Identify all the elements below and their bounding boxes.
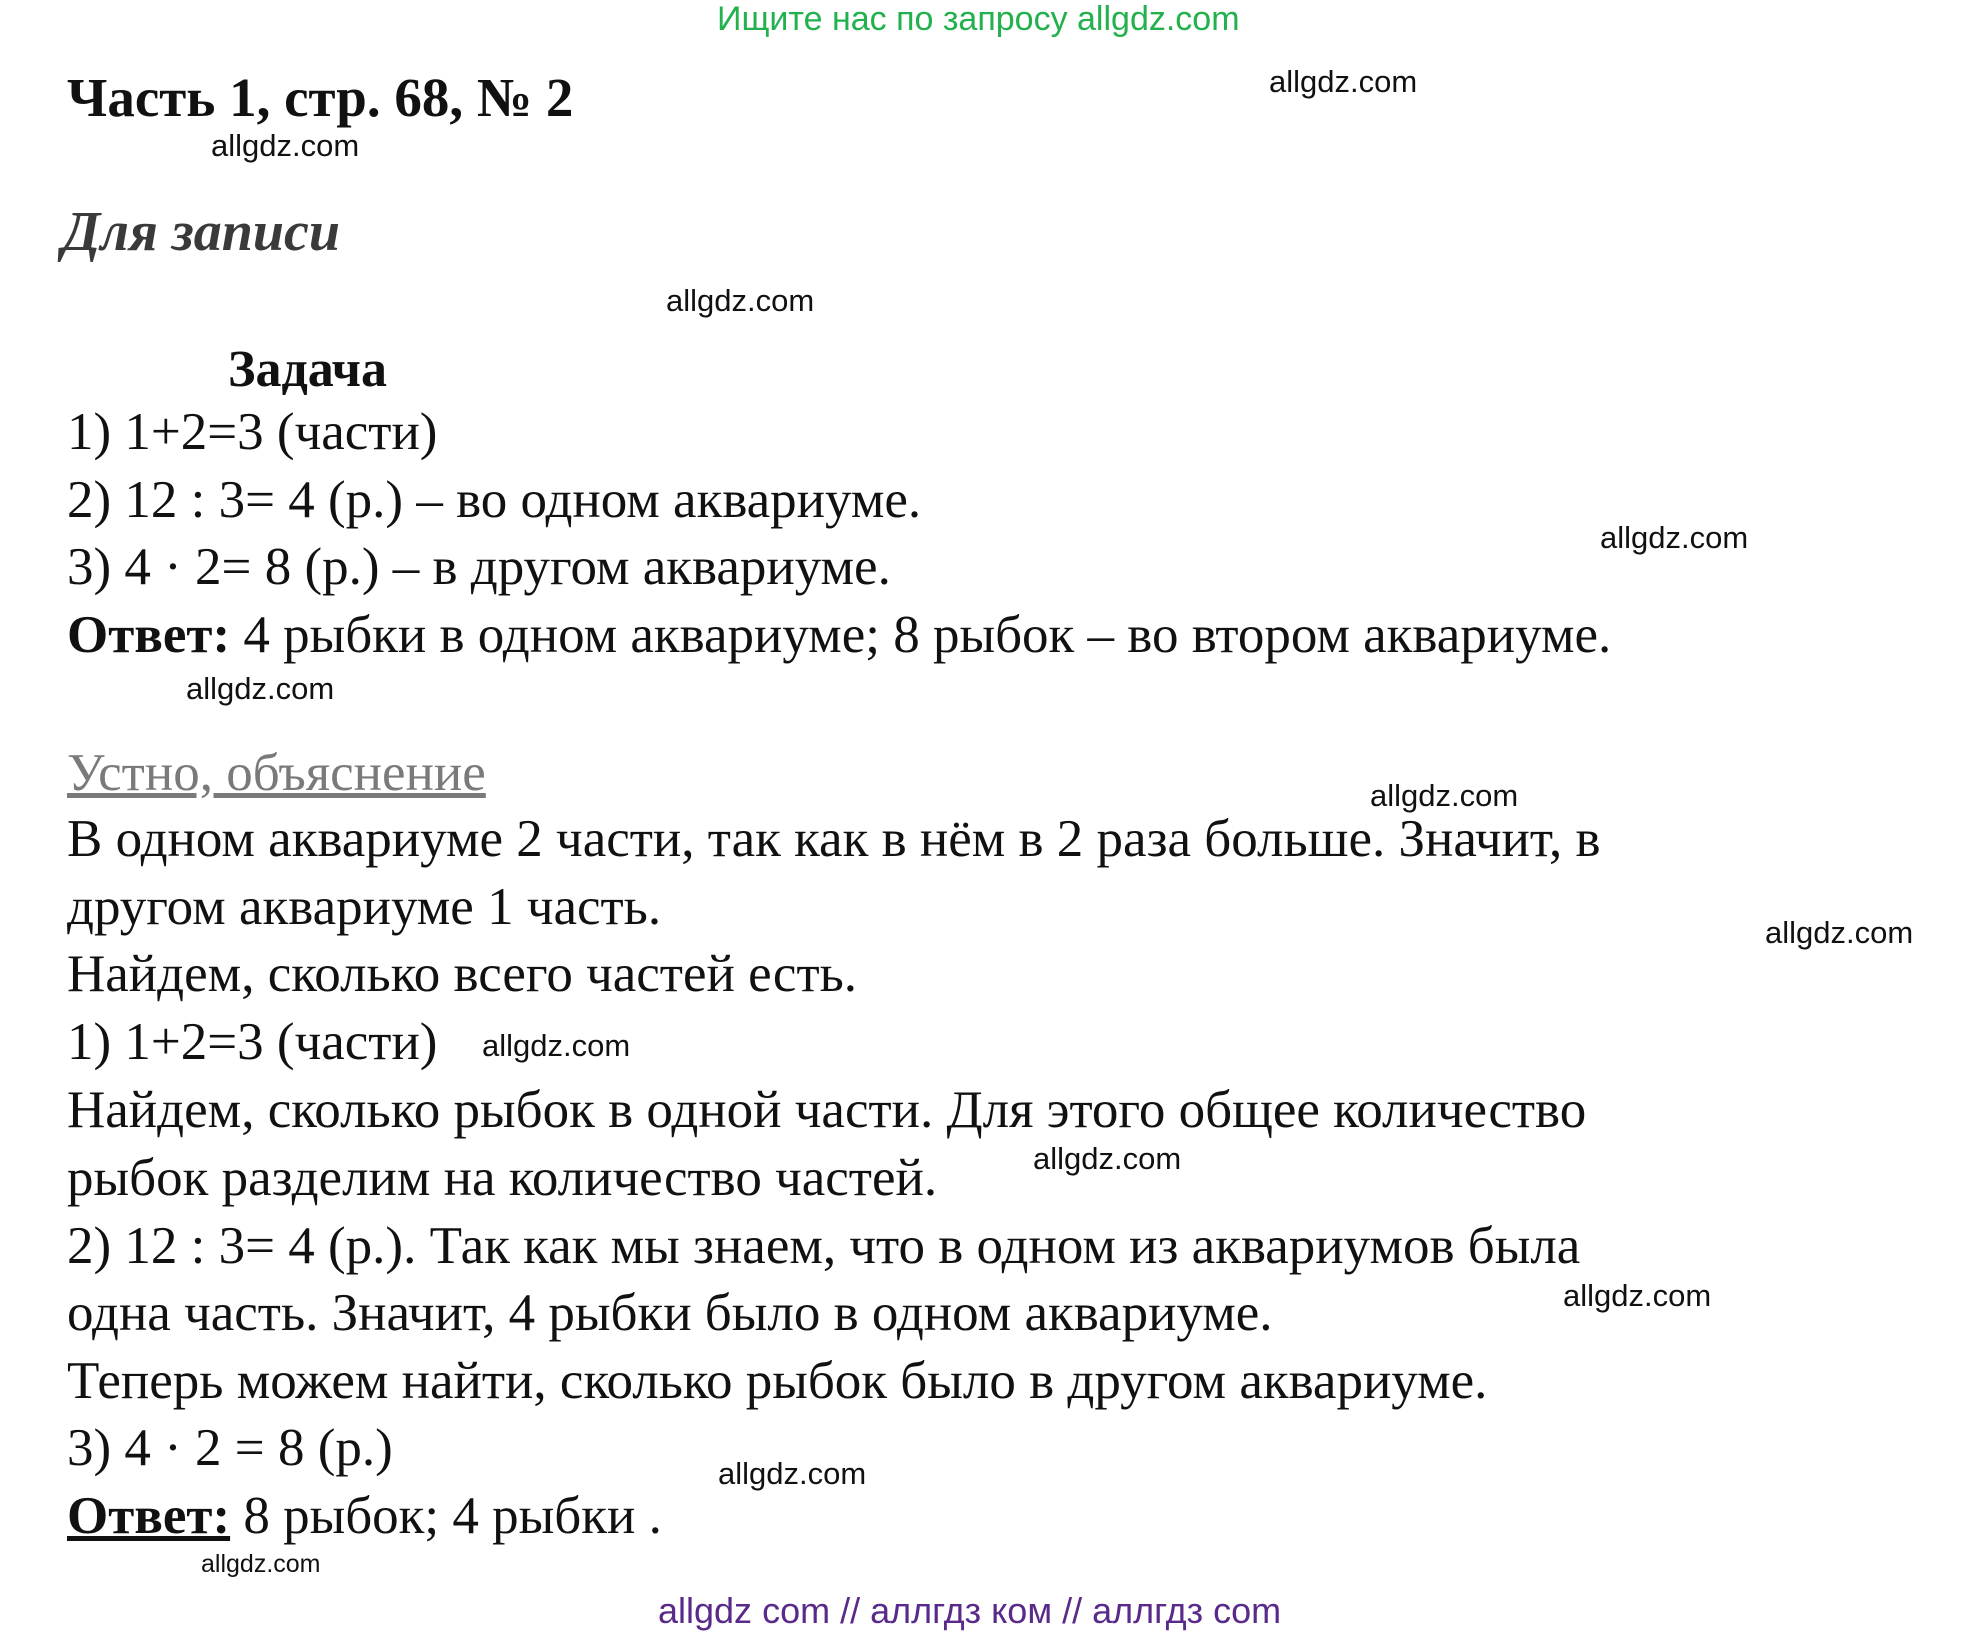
record-line-3: 3) 4 · 2= 8 (р.) – в другом аквариуме.: [67, 538, 891, 596]
watermark: allgdz.com: [1033, 1141, 1182, 1176]
oral-line-3: Найдем, сколько всего частей есть.: [67, 945, 858, 1003]
top-banner: Ищите нас по запросу allgdz.com: [717, 0, 1240, 38]
answer-1-text: 4 рыбки в одном аквариуме; 8 рыбок – во втором аквариуме.: [230, 606, 1612, 664]
watermark: allgdz.com: [1563, 1278, 1712, 1313]
section-record-heading: Для записи: [62, 201, 340, 263]
watermark: allgdz.com: [186, 671, 335, 706]
footer-links: allgdz com // аллгдз ком // аллгдз com: [658, 1590, 1282, 1631]
oral-line-10: 3) 4 · 2 = 8 (р.): [67, 1419, 393, 1477]
answer-2-label: Ответ:: [67, 1487, 231, 1545]
oral-line-6: рыбок разделим на количество частей.: [67, 1149, 938, 1207]
section-oral-heading: Устно, объяснение: [67, 744, 486, 802]
task-heading: Задача: [228, 341, 387, 398]
oral-line-5: Найдем, сколько рыбок в одной части. Для этого общее количество: [67, 1081, 1587, 1139]
oral-line-9: Теперь можем найти, сколько рыбок было в другом аквариуме.: [67, 1352, 1488, 1410]
watermark: allgdz.com: [211, 128, 360, 163]
oral-line-7: 2) 12 : 3= 4 (р.). Так как мы знаем, что в одном из аквариумов была: [67, 1217, 1581, 1275]
oral-line-1: В одном аквариуме 2 части, так как в нём в 2 раза больше. Значит, в: [67, 810, 1601, 868]
watermark: allgdz.com: [1269, 64, 1418, 99]
answer-1-label: Ответ:: [67, 606, 231, 664]
oral-line-4: 1) 1+2=3 (части): [67, 1013, 438, 1071]
answer-2: [67, 1487, 662, 1545]
watermark: allgdz.com: [1765, 915, 1914, 950]
watermark: allgdz.com: [201, 1550, 321, 1578]
answer-1: [67, 606, 1612, 664]
page-title: Часть 1, стр. 68, № 2: [67, 67, 574, 128]
watermark: allgdz.com: [482, 1028, 631, 1063]
watermark: allgdz.com: [1370, 778, 1519, 813]
oral-line-8: одна часть. Значит, 4 рыбки было в одном аквариуме.: [67, 1284, 1273, 1342]
record-line-2: 2) 12 : 3= 4 (р.) – во одном аквариуме.: [67, 471, 922, 529]
record-line-1: 1) 1+2=3 (части): [67, 403, 438, 461]
watermark: allgdz.com: [1600, 520, 1749, 555]
oral-line-2: другом аквариуме 1 часть.: [67, 878, 662, 936]
answer-2-text: 8 рыбок; 4 рыбки .: [230, 1487, 662, 1545]
watermark: allgdz.com: [718, 1456, 867, 1491]
watermark: allgdz.com: [666, 283, 815, 318]
